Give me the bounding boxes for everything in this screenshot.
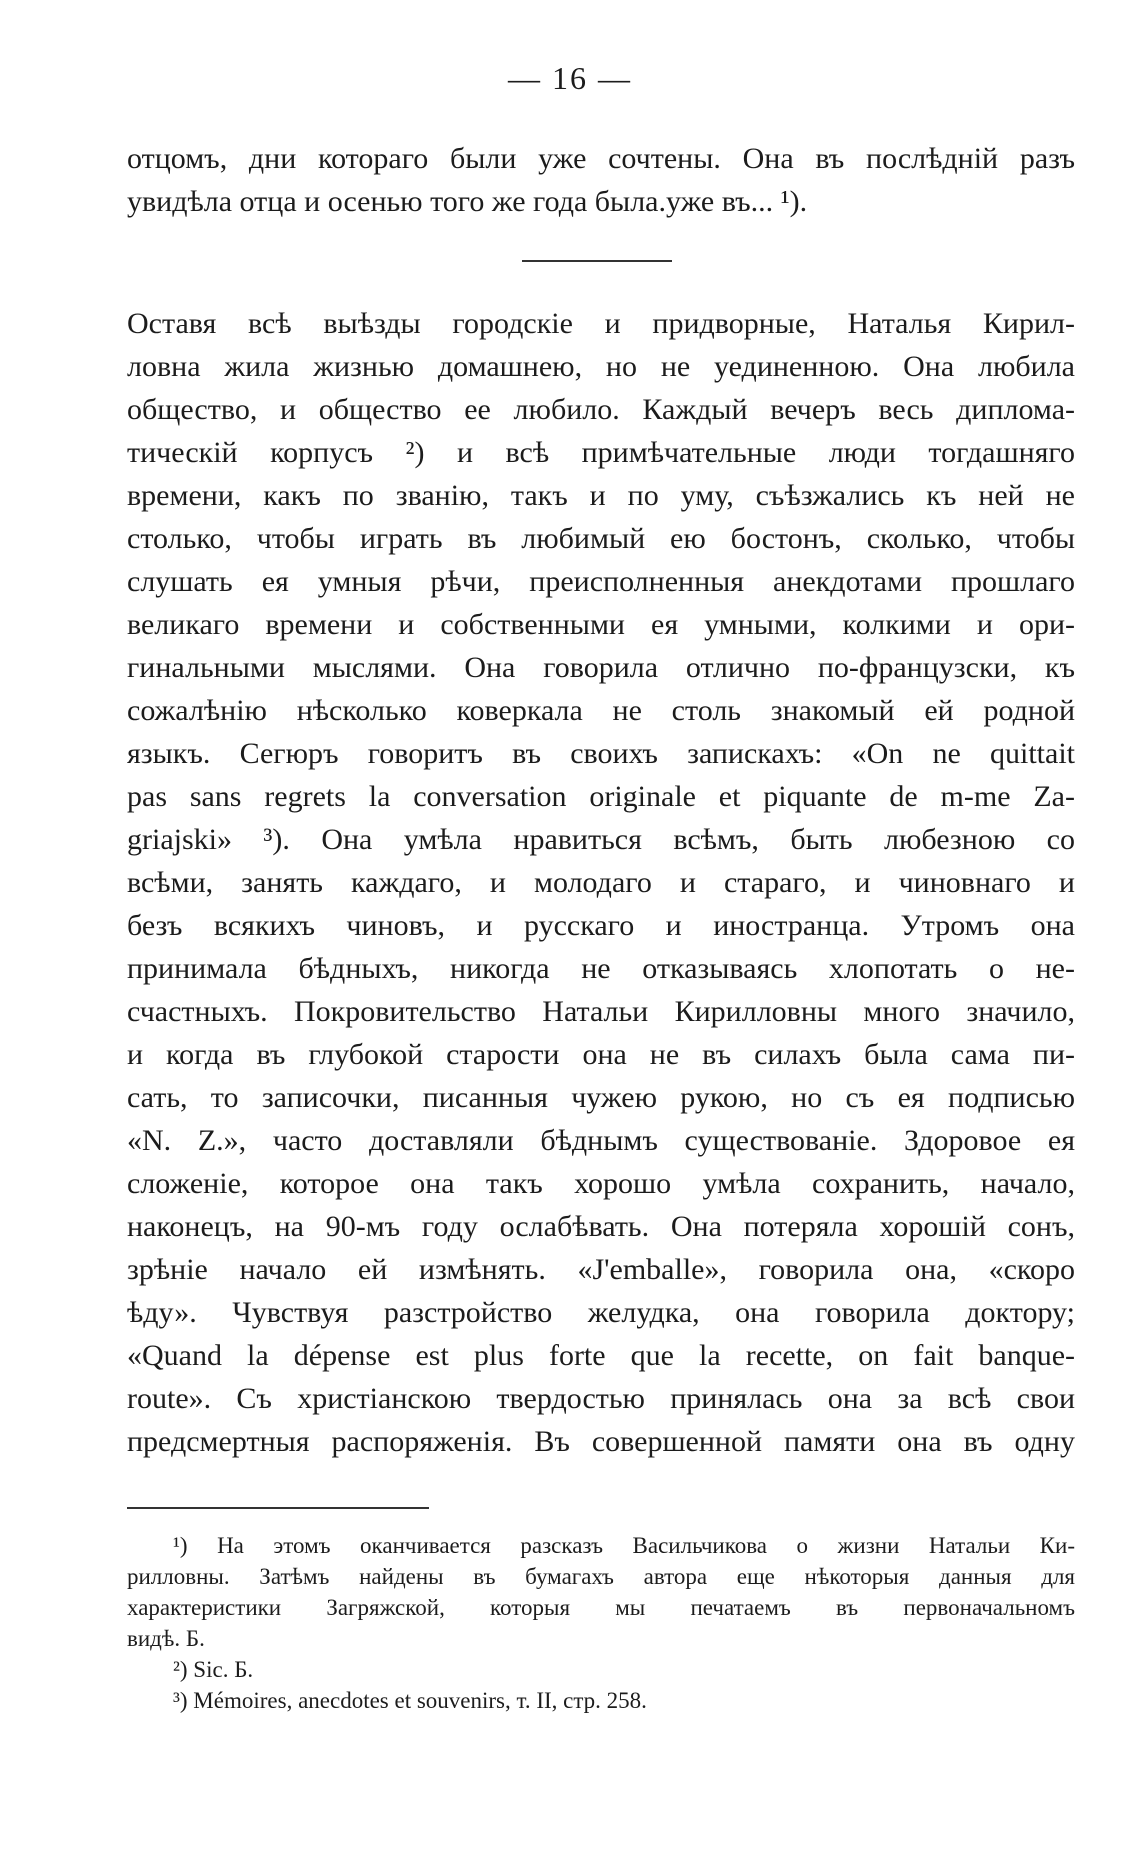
text-line: гинальными мыслями. Она говорила отлично по-французски, къ	[127, 651, 1075, 684]
main-paragraph	[127, 302, 1075, 1463]
text-line: ѣду». Чувствуя разстройство желудка, она говорила доктору;	[127, 1296, 1075, 1329]
section-separator	[522, 260, 672, 262]
text-line: ловна жила жизнью домашнею, но не уединенною. Она любила	[127, 350, 1075, 383]
footnote-1-line: характеристики Загряжской, которыя мы печатаемъ въ первоначальномъ	[127, 1595, 1075, 1620]
footnote-3: ³) Mémoires, anecdotes et souvenirs, т. II, стр. 258.	[173, 1688, 647, 1713]
page-number: — 16 —	[508, 60, 632, 96]
text-line: увидѣла отца и осенью того же года была.уже въ... ¹).	[127, 185, 808, 218]
text-line: и когда въ глубокой старости она не въ силахъ была сама пи-	[127, 1038, 1075, 1071]
text-line: слушать ея умныя рѣчи, преисполненныя анекдотами прошлаго	[127, 565, 1075, 598]
footnotes	[127, 1530, 1075, 1716]
text-line: route». Съ христіанскою твердостью принялась она за всѣ свои	[127, 1382, 1075, 1415]
footnote-2: ²) Sic. Б.	[173, 1657, 254, 1682]
text-line: Оставя всѣ выѣзды городскіе и придворные, Наталья Кирил-	[127, 307, 1075, 340]
footnote-1-line: видѣ. Б.	[127, 1626, 205, 1651]
text-line: языкъ. Сегюръ говоритъ въ своихъ запискахъ: «On ne quittait	[127, 737, 1075, 770]
footnote-1-line: ¹) На этомъ оканчивается разсказъ Васильчикова о жизни Натальи Ки-	[173, 1533, 1075, 1558]
text-line: «Quand la dépense est plus forte que la recette, on fait banque-	[127, 1339, 1075, 1372]
footnote-rule	[127, 1507, 429, 1509]
text-line: времени, какъ по званію, такъ и по уму, съѣзжались къ ней не	[127, 479, 1075, 512]
text-line: pas sans regrets la conversation originale et piquante de m-me Za-	[127, 780, 1075, 813]
text-line: предсмертныя распоряженія. Въ совершенной памяти она въ одну	[127, 1425, 1075, 1458]
text-line: зрѣніе начало ей измѣнять. «J'emballe», говорила она, «скоро	[127, 1253, 1075, 1286]
text-line: сложеніе, которое она такъ хорошо умѣла сохранить, начало,	[127, 1167, 1075, 1200]
text-line: сать, то записочки, писанныя чужею рукою, но съ ея подписью	[127, 1081, 1075, 1114]
text-line: отцомъ, дни котораго были уже сочтены. Она въ послѣдній разъ	[127, 142, 1075, 175]
text-line: великаго времени и собственными ея умными, колкими и ори-	[127, 608, 1075, 641]
text-line: счастныхъ. Покровительство Натальи Кирилловны много значило,	[127, 995, 1075, 1028]
text-line: общество, и общество ее любило. Каждый вечеръ весь диплома-	[127, 393, 1075, 426]
text-line: наконецъ, на 90-мъ году ослабѣвать. Она потеряла хорошій сонъ,	[127, 1210, 1075, 1243]
text-line: «N. Z.», часто доставляли бѣднымъ существованіе. Здоровое ея	[127, 1124, 1075, 1157]
text-line: столько, чтобы играть въ любимый ею бостонъ, сколько, чтобы	[127, 522, 1075, 555]
text-line: всѣми, занять каждаго, и молодаго и стараго, и чиновнаго и	[127, 866, 1075, 899]
top-paragraph	[127, 137, 1075, 223]
text-line: принимала бѣдныхъ, никогда не отказываясь хлопотать о не-	[127, 952, 1075, 985]
text-line: сожалѣнію нѣсколько коверкала не столь знакомый ей родной	[127, 694, 1075, 727]
text-line: griajski» ³). Она умѣла нравиться всѣмъ, быть любезною со	[127, 823, 1075, 856]
text-line: тическій корпусъ ²) и всѣ примѣчательные люди тогдашняго	[127, 436, 1075, 469]
footnote-1-line: рилловны. Затѣмъ найдены въ бумагахъ автора еще нѣкоторыя данныя для	[127, 1564, 1075, 1589]
text-line: безъ всякихъ чиновъ, и русскаго и иностранца. Утромъ она	[127, 909, 1075, 942]
